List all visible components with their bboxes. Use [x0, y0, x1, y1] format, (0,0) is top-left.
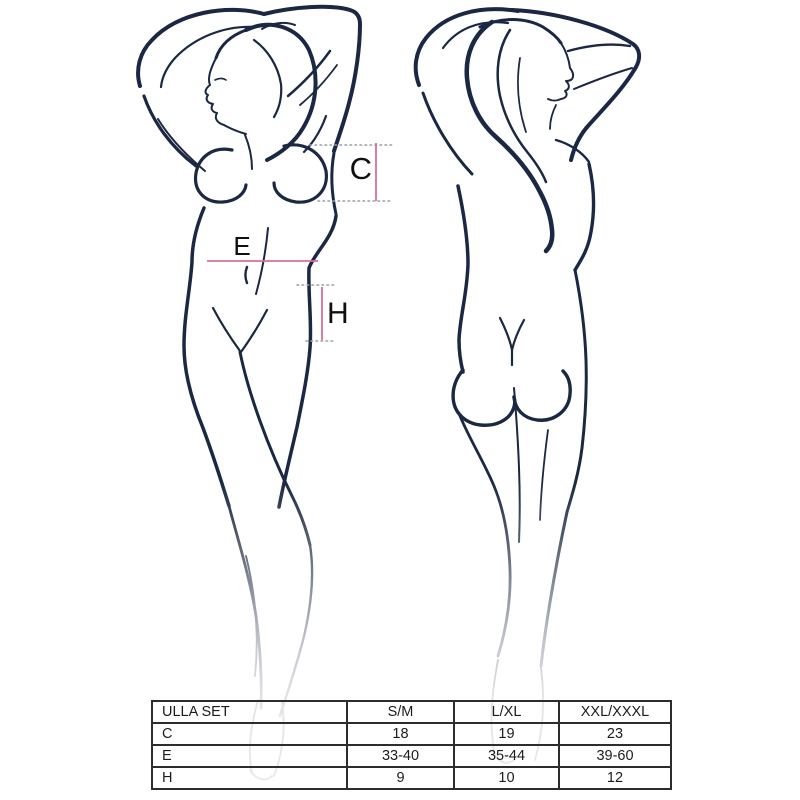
size-table-container: [151, 700, 670, 790]
back-hair-inner: [498, 30, 546, 182]
size-column-xxl: XXL/XXXL: [559, 701, 671, 723]
back-crack-line: [500, 318, 524, 365]
value-cell: 10: [454, 767, 559, 789]
size-chart-table: [151, 700, 672, 790]
front-right-forearm-line: [300, 65, 337, 105]
back-buttock-left: [453, 370, 515, 425]
table-row-c: [152, 723, 671, 745]
front-right-torso: [279, 216, 336, 507]
value-cell: 35-44: [454, 745, 559, 767]
front-right-forearm-inner: [288, 51, 330, 96]
back-neck-line: [550, 105, 556, 129]
table-row-h: [152, 767, 671, 789]
value-cell: 19: [454, 723, 559, 745]
front-right-arm-outer: [264, 7, 360, 151]
back-left-torso: [458, 186, 468, 372]
back-hair-strand: [518, 58, 526, 132]
front-crotch-right: [241, 310, 267, 352]
front-neck-line: [245, 135, 252, 169]
front-left-torso: [184, 208, 229, 506]
size-column-lxl: L/XL: [454, 701, 559, 723]
back-right-forearm-line-1: [568, 45, 630, 51]
table-row-e: [152, 745, 671, 767]
front-face-profile: [206, 58, 246, 134]
back-buttock-right: [514, 371, 570, 420]
value-cell: 12: [559, 767, 671, 789]
front-eye: [215, 79, 226, 81]
bust-measure-label: C: [349, 151, 372, 186]
product-name-cell: ULLA SET: [152, 701, 347, 723]
front-right-ribs: [332, 153, 336, 214]
table-header-row: [152, 701, 671, 723]
front-crotch-left: [213, 308, 240, 351]
waist-measure-label: E: [233, 231, 251, 261]
front-navel: [246, 267, 248, 283]
value-cell: 18: [347, 723, 454, 745]
value-cell: 39-60: [559, 745, 671, 767]
back-hair-outer: [467, 22, 553, 251]
front-left-breast: [196, 149, 246, 202]
hip-measure-label: H: [327, 297, 349, 330]
front-left-arm-outer: [138, 10, 264, 86]
front-hair-strand: [254, 40, 281, 117]
row-label: C: [152, 723, 347, 745]
size-column-sm: S/M: [347, 701, 454, 723]
back-right-side: [575, 164, 593, 270]
value-cell: 9: [347, 767, 454, 789]
value-cell: 23: [559, 723, 671, 745]
value-cell: 33-40: [347, 745, 454, 767]
back-left-forearm: [423, 93, 472, 174]
front-hair-front: [216, 30, 246, 58]
row-label: H: [152, 767, 347, 789]
row-label: E: [152, 745, 347, 767]
back-right-arm-outer: [512, 10, 639, 160]
